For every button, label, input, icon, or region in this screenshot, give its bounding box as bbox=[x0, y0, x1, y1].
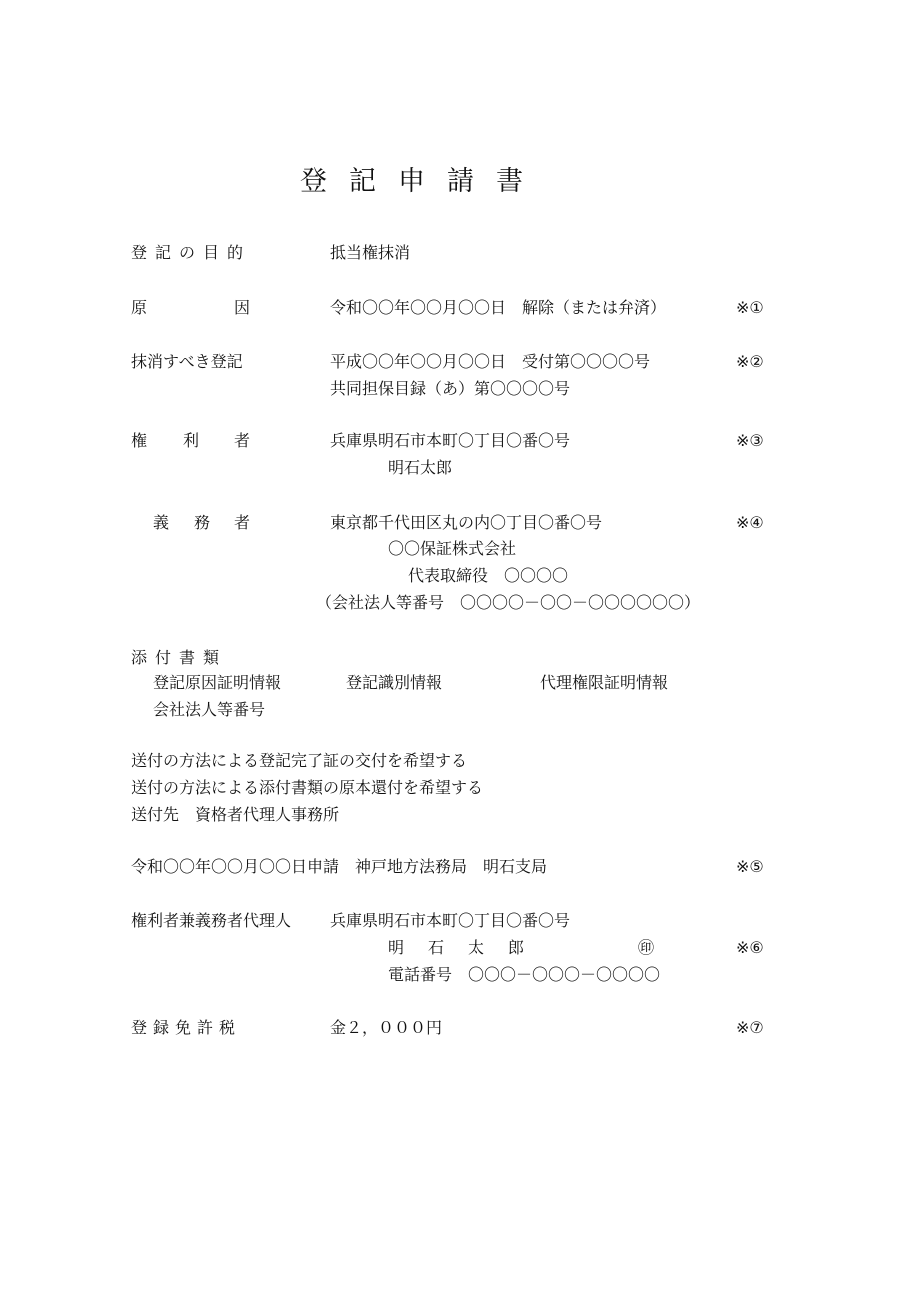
application-note: ※⑤ bbox=[736, 857, 764, 876]
obligor-label-1: 義 bbox=[153, 513, 170, 532]
cause-label-right: 因 bbox=[234, 298, 251, 317]
purpose-value: 抵当権抹消 bbox=[330, 243, 411, 262]
attachment-item-4: 会社法人等番号 bbox=[153, 700, 266, 719]
agent-name: 明石太郎 bbox=[388, 938, 549, 957]
obligor-label-2: 務 bbox=[194, 513, 211, 532]
cause-label-left: 原 bbox=[131, 298, 148, 317]
cause-note: ※① bbox=[736, 298, 764, 317]
rights-holder-label-2: 利 bbox=[183, 431, 200, 450]
purpose-label: 登記の目的 bbox=[131, 243, 252, 262]
obligor-representative: 代表取締役 〇〇〇〇 bbox=[408, 566, 569, 585]
tax-note: ※⑦ bbox=[736, 1018, 764, 1037]
request-line-1: 送付の方法による登記完了証の交付を希望する bbox=[131, 751, 468, 770]
target-note: ※② bbox=[736, 352, 764, 371]
attachment-item-3: 代理権限証明情報 bbox=[540, 673, 669, 692]
rights-holder-name: 明石太郎 bbox=[388, 458, 453, 477]
obligor-company: 〇〇保証株式会社 bbox=[388, 539, 517, 558]
target-line1: 平成〇〇年〇〇月〇〇日 受付第〇〇〇〇号 bbox=[330, 352, 651, 371]
agent-address: 兵庫県明石市本町〇丁目〇番〇号 bbox=[330, 911, 571, 930]
tax-label: 登録免許税 bbox=[131, 1018, 242, 1037]
obligor-corp-number: （会社法人等番号 〇〇〇〇－〇〇－〇〇〇〇〇〇） bbox=[316, 593, 701, 612]
rights-holder-label-1: 権 bbox=[131, 431, 148, 450]
seal-mark: ㊞ bbox=[638, 938, 655, 957]
target-line2: 共同担保目録（あ）第〇〇〇〇号 bbox=[330, 379, 571, 398]
obligor-label-3: 者 bbox=[234, 513, 251, 532]
agent-note: ※⑥ bbox=[736, 938, 764, 957]
rights-holder-address: 兵庫県明石市本町〇丁目〇番〇号 bbox=[330, 431, 571, 450]
obligor-note: ※④ bbox=[736, 513, 764, 532]
tax-value: 金２，０００円 bbox=[330, 1018, 443, 1037]
cause-value: 令和〇〇年〇〇月〇〇日 解除（または弁済） bbox=[330, 298, 667, 317]
document-title: 登記申請書 bbox=[300, 166, 545, 197]
obligor-address: 東京都千代田区丸の内〇丁目〇番〇号 bbox=[330, 513, 603, 532]
attachments-label: 添付書類 bbox=[131, 648, 228, 667]
rights-holder-label-3: 者 bbox=[234, 431, 251, 450]
rights-holder-note: ※③ bbox=[736, 431, 764, 450]
request-line-2: 送付の方法による添付書類の原本還付を希望する bbox=[131, 778, 484, 797]
request-line-3: 送付先 資格者代理人事務所 bbox=[131, 805, 340, 824]
target-label: 抹消すべき登記 bbox=[131, 352, 243, 371]
attachment-item-1: 登記原因証明情報 bbox=[153, 673, 282, 692]
attachment-item-2: 登記識別情報 bbox=[346, 673, 443, 692]
agent-phone: 電話番号 〇〇〇－〇〇〇－〇〇〇〇 bbox=[388, 965, 661, 984]
agent-label: 権利者兼義務者代理人 bbox=[131, 911, 292, 930]
application-line: 令和〇〇年〇〇月〇〇日申請 神戸地方法務局 明石支局 bbox=[131, 857, 548, 876]
